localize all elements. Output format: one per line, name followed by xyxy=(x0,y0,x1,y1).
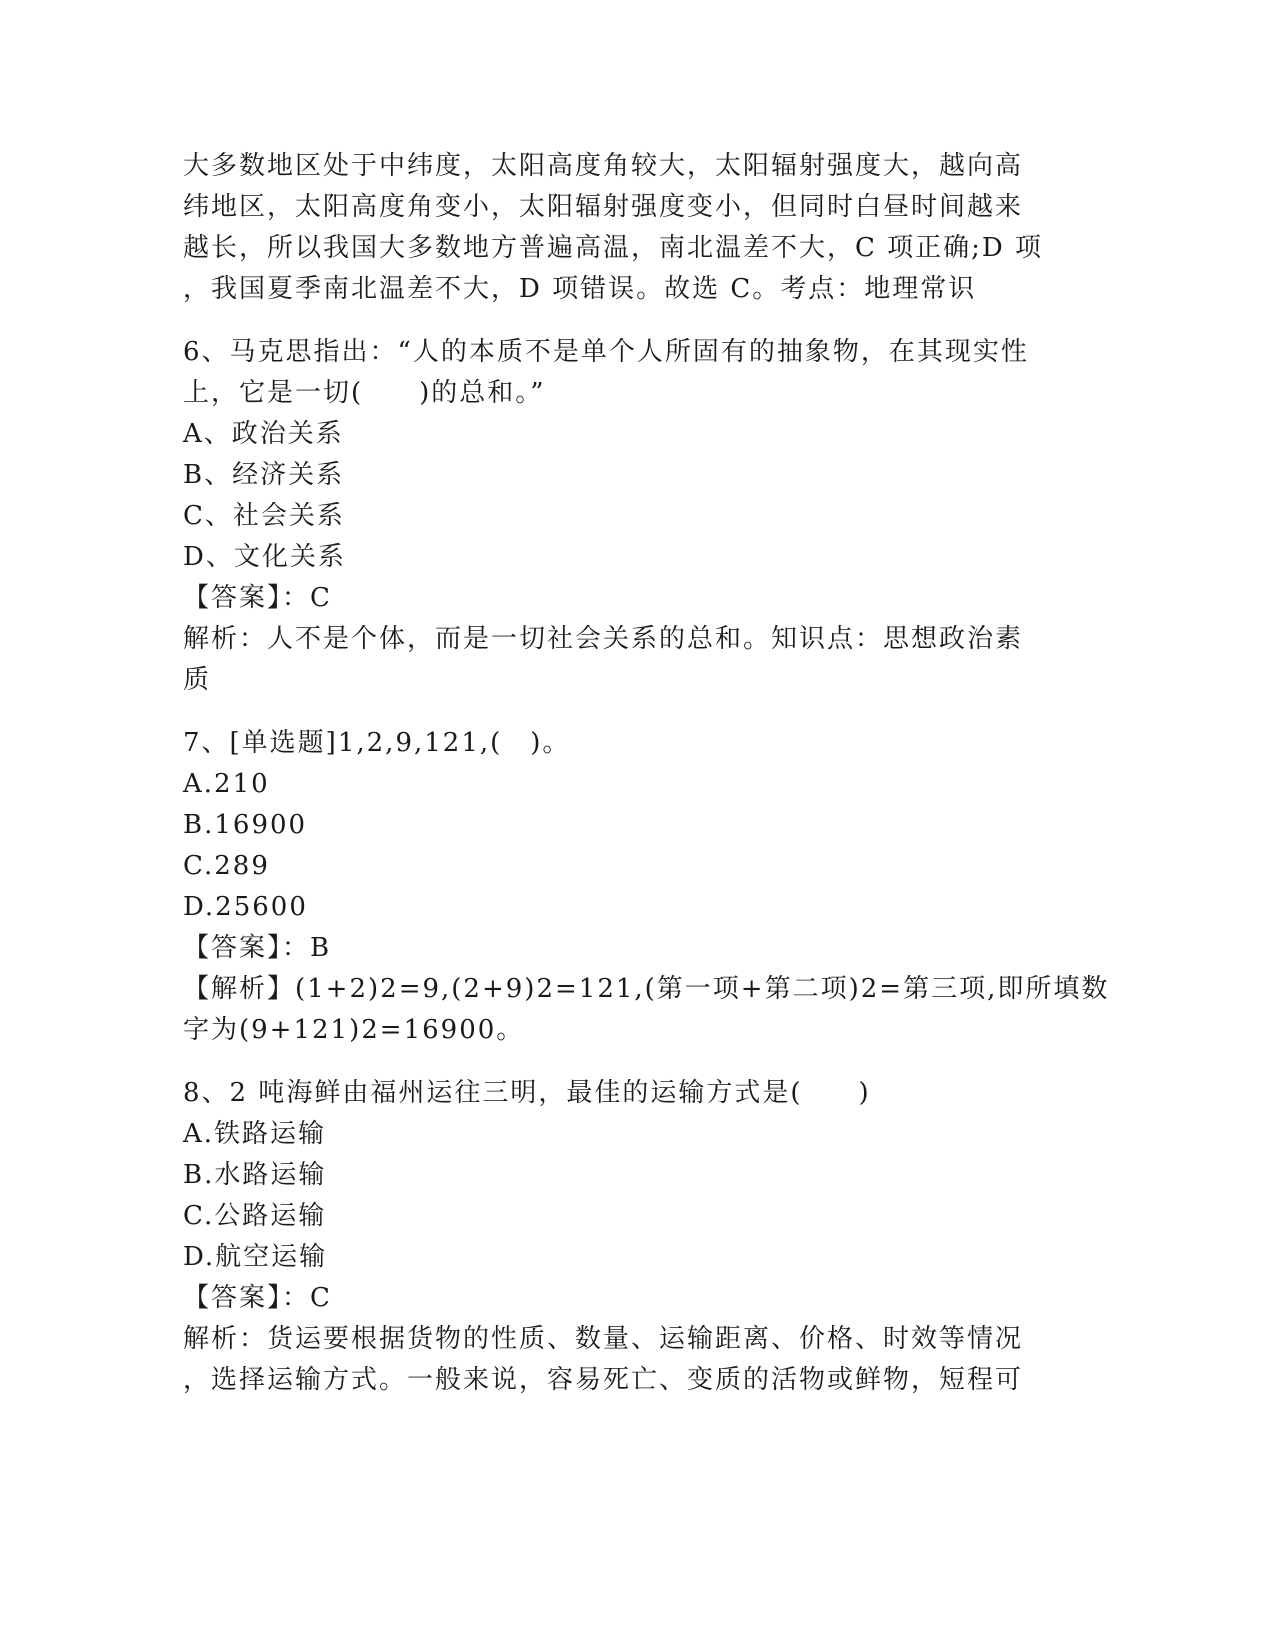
question-stem: 上，它是一切( )的总和。” xyxy=(183,378,546,408)
option-c: C、社会关系 xyxy=(183,501,345,531)
question-6 xyxy=(183,332,1083,701)
option-d: D.25600 xyxy=(183,892,308,922)
analysis: 【解析】(1+2)2=9,(2+9)2=121,(第一项+第二项)2=第三项,即所填数 xyxy=(183,974,1110,1004)
option-d: D、文化关系 xyxy=(183,542,346,572)
analysis: 解析：人不是个体，而是一切社会关系的总和。知识点：思想政治素 xyxy=(183,624,1024,654)
analysis: 字为(9+121)2=16900。 xyxy=(183,1015,525,1045)
question-7 xyxy=(183,723,1110,1051)
analysis: 解析：货运要根据货物的性质、数量、运输距离、价格、时效等情况 xyxy=(183,1324,1024,1354)
option-b: B、经济关系 xyxy=(183,460,345,490)
answer: 【答案】：C xyxy=(183,1283,332,1313)
option-c: C.公路运输 xyxy=(183,1201,327,1231)
question-8 xyxy=(183,1073,1083,1401)
answer: 【答案】：B xyxy=(183,933,332,963)
option-d: D.航空运输 xyxy=(183,1242,328,1272)
option-b: B.水路运输 xyxy=(183,1160,327,1190)
option-a: A.铁路运输 xyxy=(183,1119,327,1149)
question-stem: 8、2 吨海鲜由福州运往三明，最佳的运输方式是( ) xyxy=(183,1078,871,1108)
analysis: 质 xyxy=(183,665,212,695)
text-line: 纬地区，太阳高度角变小，太阳辐射强度变小，但同时白昼时间越来 xyxy=(183,192,1024,222)
option-b: B.16900 xyxy=(183,810,308,840)
text-line: 越长，所以我国大多数地方普遍高温，南北温差不大，C 项正确;D 项 xyxy=(183,233,1044,263)
document-page xyxy=(183,146,1110,1401)
option-a: A、政治关系 xyxy=(183,419,344,449)
text-line: 大多数地区处于中纬度，太阳高度角较大，太阳辐射强度大，越向高 xyxy=(183,151,1024,181)
option-a: A.210 xyxy=(183,769,270,799)
question-stem: 6、马克思指出：“人的本质不是单个人所固有的抽象物，在其现实性 xyxy=(183,337,1029,367)
text-line: ，我国夏季南北温差不大，D 项错误。故选 C。考点：地理常识 xyxy=(183,274,977,304)
answer: 【答案】：C xyxy=(183,583,332,613)
option-c: C.289 xyxy=(183,851,270,881)
question-stem: 7、[单选题]1,2,9,121,( )。 xyxy=(183,728,571,758)
analysis: ，选择运输方式。一般来说，容易死亡、变质的活物或鲜物，短程可 xyxy=(183,1365,1024,1395)
intro-paragraph xyxy=(183,146,1083,310)
